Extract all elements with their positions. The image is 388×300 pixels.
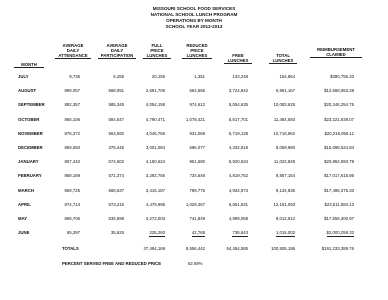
cell-reduced-price: 974,612 (189, 102, 205, 107)
cell-reduced-price: 696,077 (189, 145, 205, 150)
table-row-november (0, 131, 388, 137)
report-title-line-2: NATIONAL SCHOOL LUNCH PROGRAM (150, 12, 238, 17)
cell-month: JUNE (18, 230, 30, 235)
cell-attendance: 867,442 (64, 159, 80, 164)
cell-reimbursement: $15,098,524.84 (324, 145, 354, 150)
cell-reimbursement: $12,668,063.28 (324, 88, 354, 93)
header-attendance: AVERAGE DAILY ATTENDANCE (55, 43, 91, 59)
cell-full-price: 3,272,003 (145, 216, 165, 221)
cell-participation: 563,592 (108, 131, 124, 136)
cell-free: 4,332,819 (228, 145, 248, 150)
cell-full-price: 3,292,756 (145, 173, 165, 178)
cell-free: 3,724,842 (228, 88, 248, 93)
cell-full-price: 4,150,624 (145, 159, 165, 164)
cell-month: OCTOBER (18, 117, 40, 122)
cell-month: APRIL (18, 202, 31, 207)
cell-month: SEPTEMBER (18, 102, 45, 107)
cell-full-price: 3,001,084 (145, 145, 165, 150)
percent-value: 62.69% (188, 261, 203, 266)
cell-month: NOVEMBER (18, 131, 43, 136)
cell-attendance: 868,169 (64, 173, 80, 178)
cell-reduced-price: 741,849 (189, 216, 205, 221)
cell-free: 133,248 (232, 74, 248, 79)
cell-attendance: 899,057 (64, 88, 80, 93)
cell-reimbursement: $17,556,300.97 (324, 216, 354, 221)
cell-full-price: 2,691,706 (145, 88, 165, 93)
cell-participation: 571,374 (108, 173, 124, 178)
report-title-line-4: SCHOOL YEAR 2012-2013 (165, 24, 223, 29)
cell-attendance: 869,725 (64, 188, 80, 193)
cell-total: 10,083,625 (273, 102, 295, 107)
cell-participation: 584,547 (108, 117, 124, 122)
cell-participation: 574,602 (108, 159, 124, 164)
cell-attendance: 874,714 (64, 202, 80, 207)
cell-full-price: 20,155 (151, 74, 165, 79)
cell-reimbursement: $2,000,259.33 (326, 230, 354, 235)
cell-free: 5,920,634 (228, 159, 248, 164)
cell-reimbursement: $23,221,939.07 (324, 117, 354, 122)
cell-reimbursement: $390,755.33 (330, 74, 354, 79)
cell-free: 736,643 (232, 230, 248, 235)
table-row-february (0, 173, 388, 179)
header-participation: AVERAGE DAILY PARTICIPATION (98, 43, 136, 59)
report-title-line-3: OPERATIONS BY MONTH (166, 18, 222, 23)
cell-participation: 573,216 (108, 202, 124, 207)
cell-reimbursement: $20,216,066.11 (324, 131, 354, 136)
table-row-december (0, 145, 388, 151)
cell-total: 11,484,593 (273, 117, 295, 122)
cell-attendance: 892,357 (64, 102, 80, 107)
cell-full-price: 3,416,187 (145, 188, 165, 193)
cell-participation: 568,091 (108, 88, 124, 93)
cell-attendance: 865,706 (64, 216, 80, 221)
cell-reduced-price: 564,656 (189, 88, 205, 93)
cell-reimbursement: $20,862,693.79 (324, 159, 354, 164)
cell-reduced-price: 42,765 (191, 230, 205, 235)
cell-reduced-price: 1,351 (194, 74, 205, 79)
cell-reduced-price: 1,078,421 (185, 117, 205, 122)
cell-full-price: 4,479,995 (145, 202, 165, 207)
cell-total: 9,012,912 (275, 216, 295, 221)
table-row-january (0, 159, 388, 165)
cell-reimbursement: $17,496,375.33 (324, 188, 354, 193)
table-row-july (0, 74, 388, 80)
cell-reimbursement: $17,017,615.86 (324, 173, 354, 178)
cell-free: 5,054,635 (228, 102, 248, 107)
cell-free: 6,651,631 (228, 202, 248, 207)
totals-reimbursement: $191,233,389.76 (321, 246, 354, 251)
cell-month: JANUARY (18, 159, 39, 164)
header-reimbursement: REIMBURSEMENT CLAIMED (310, 47, 362, 58)
header-free: FREE LUNCHES (224, 53, 252, 64)
cell-full-price: 4,054,158 (145, 102, 165, 107)
cell-total: 10,716,962 (273, 131, 295, 136)
cell-reimbursement: $23,511,584.13 (324, 202, 354, 207)
cell-attendance: 869,650 (64, 145, 80, 150)
cell-attendance: 9,736 (69, 74, 80, 79)
totals-label: TOTALS (62, 246, 79, 251)
cell-reduced-price: 789,775 (189, 188, 205, 193)
header-total: TOTAL LUNCHES (269, 53, 297, 64)
cell-reimbursement: $20,246,254.75 (324, 102, 354, 107)
cell-month: DECEMBER (18, 145, 43, 150)
cell-participation: 535,698 (108, 216, 124, 221)
cell-full-price: 225,260 (149, 230, 165, 235)
cell-reduced-price: 734,646 (189, 173, 205, 178)
cell-month: AUGUST (18, 88, 37, 93)
totals-full-price: 37,494,169 (143, 246, 165, 251)
cell-participation: 585,345 (108, 102, 124, 107)
cell-participation: 35,625 (110, 230, 124, 235)
cell-attendance: 865,106 (64, 117, 80, 122)
cell-reduced-price: 1,029,467 (185, 202, 205, 207)
totals-free: 54,454,585 (226, 246, 248, 251)
cell-month: MARCH (18, 188, 34, 193)
cell-free: 4,934,973 (228, 188, 248, 193)
cell-month: JULY (18, 74, 29, 79)
table-row-may (0, 216, 388, 222)
cell-total: 8,069,980 (275, 145, 295, 150)
percent-label: PERCENT SERVED FREE AND REDUCED PRICE (62, 261, 162, 266)
table-row-august (0, 88, 388, 94)
header-full-price: FULL PRICE LUNCHES (143, 43, 171, 59)
totals-reduced-price: 8,556,442 (185, 246, 205, 251)
cell-free: 4,999,058 (228, 216, 248, 221)
cell-participation: 375,445 (108, 145, 124, 150)
totals-total: 100,505,195 (271, 246, 295, 251)
cell-full-price: 4,790,471 (145, 117, 165, 122)
cell-free: 5,719,128 (228, 131, 248, 136)
report-title-line-1: MISSOURI SCHOOL FOOD SERVICES (152, 6, 236, 11)
cell-total: 6,991,167 (275, 88, 295, 93)
cell-total: 9,134,835 (275, 188, 295, 193)
table-row-october (0, 117, 388, 123)
cell-full-price: 4,046,765 (145, 131, 165, 136)
cell-attendance: 65,397 (66, 230, 80, 235)
cell-month: MAY (18, 216, 28, 221)
table-row-march (0, 188, 388, 194)
cell-total: 11,022,848 (273, 159, 295, 164)
cell-attendance: 876,372 (64, 131, 80, 136)
table-row-april (0, 202, 388, 208)
header-month: MONTH (14, 62, 44, 68)
cell-total: 154,864 (279, 74, 295, 79)
cell-month: FEBRUARY (18, 173, 42, 178)
cell-total: 12,161,093 (273, 202, 295, 207)
header-reduced-price: REDUCED PRICE LUNCHES (182, 43, 212, 59)
cell-total: 1,015,002 (275, 230, 295, 235)
table-row-june (0, 230, 388, 236)
cell-participation: 568,637 (108, 188, 124, 193)
cell-reduced-price: 951,590 (189, 159, 205, 164)
table-row-september (0, 102, 388, 108)
cell-reduced-price: 931,069 (189, 131, 205, 136)
cell-free: 5,617,701 (228, 117, 248, 122)
cell-free: 4,819,752 (228, 173, 248, 178)
cell-participation: 6,255 (113, 74, 124, 79)
cell-total: 8,857,154 (275, 173, 295, 178)
